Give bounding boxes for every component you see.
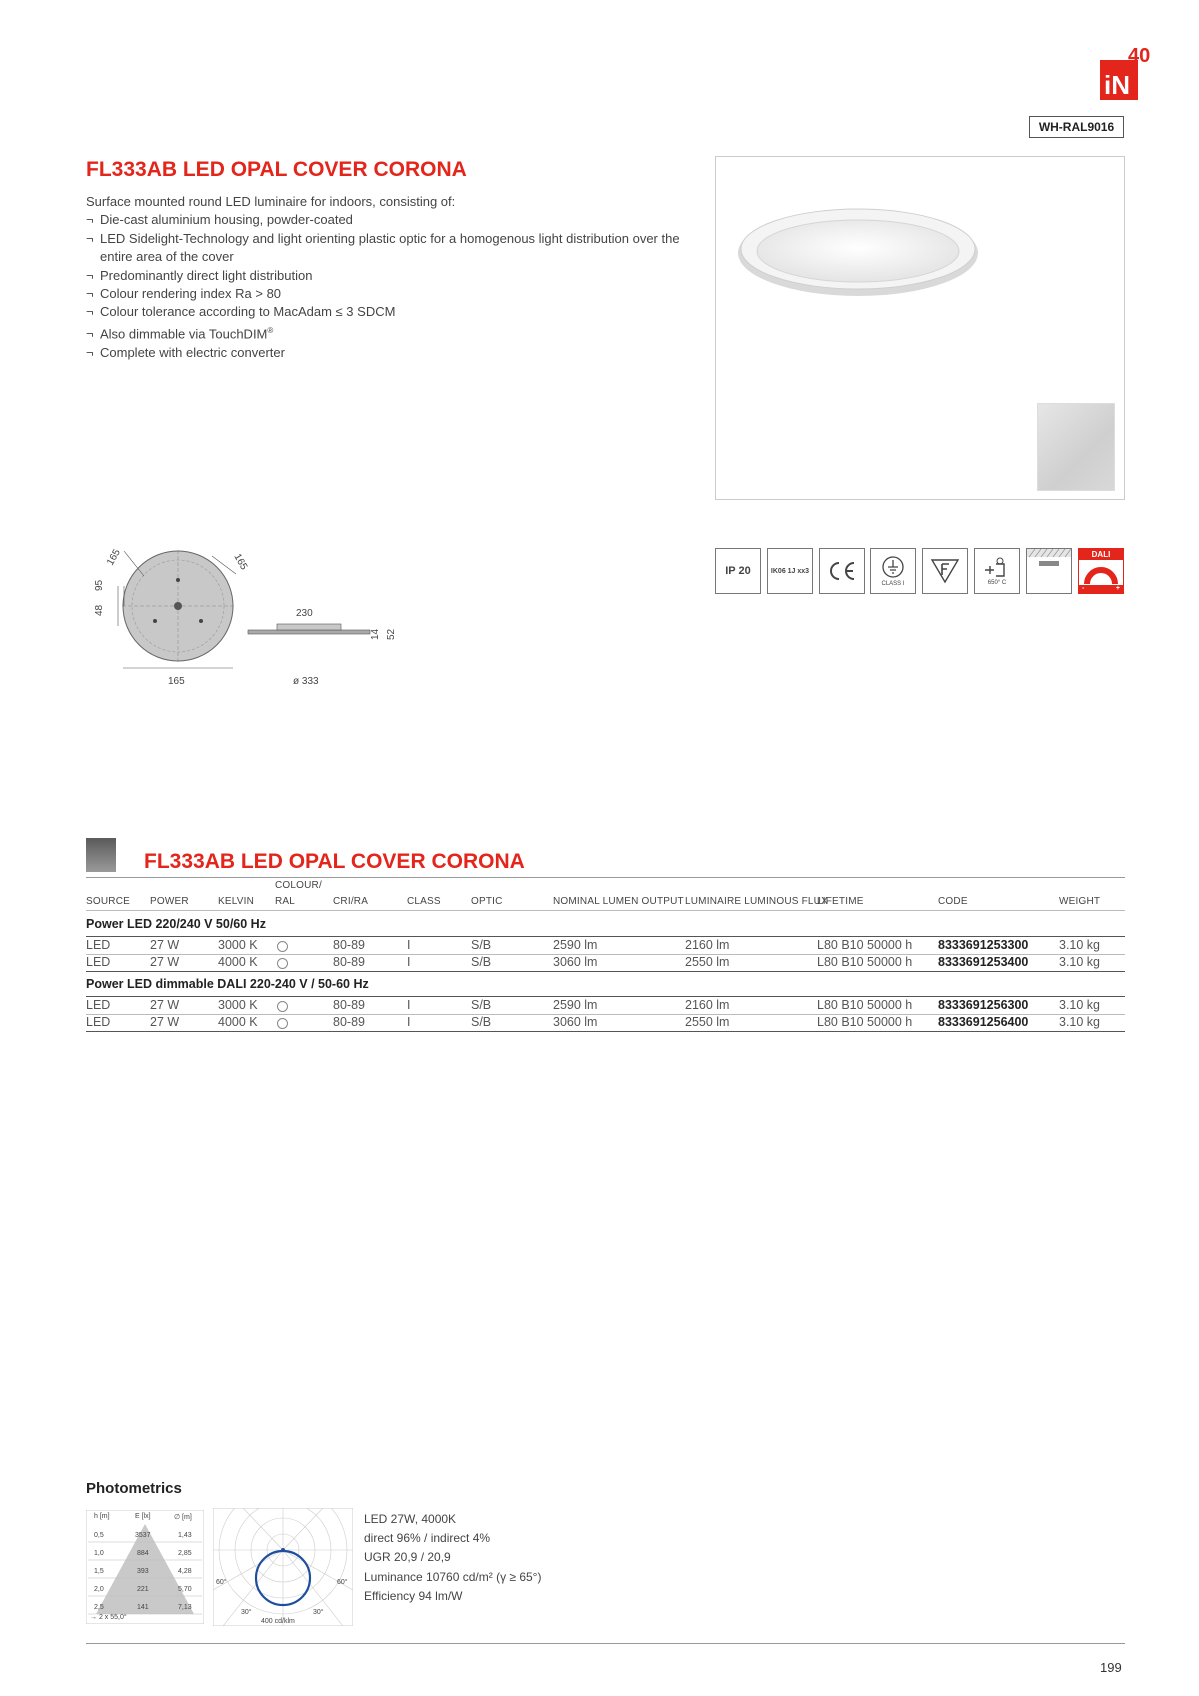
cell-cri: 80-89 (333, 1015, 365, 1029)
product-title: FL333AB LED OPAL COVER CORONA (86, 158, 467, 181)
ptable-cell: 7,13 (178, 1604, 192, 1611)
row-rule (86, 971, 1125, 972)
photometric-specs (364, 1510, 541, 1606)
cell-source: LED (86, 955, 111, 969)
table-row (0, 955, 1199, 971)
ptable-cell: 1,0 (94, 1550, 104, 1557)
finish-code-badge: WH-RAL9016 (1029, 116, 1124, 138)
cell-weight: 3.10 kg (1059, 938, 1101, 952)
ptable-cell: 141 (137, 1604, 149, 1611)
table-title-rule (86, 877, 1125, 878)
description-item: ¬ Predominantly direct light distribution (86, 267, 706, 285)
page-number: 199 (1100, 1660, 1122, 1675)
cell-nominal: 3060 lm (553, 1015, 598, 1029)
description-item: ¬ Colour tolerance according to MacAdam ≤ 3 SDCM (86, 303, 706, 321)
cell-source: LED (86, 938, 111, 952)
group-title: Power LED dimmable DALI 220-240 V / 50-60 Hz (86, 977, 369, 991)
cell-luminaire: 2160 lm (685, 998, 730, 1012)
cell-lifetime: L80 B10 50000 h (817, 1015, 913, 1029)
header-ral-top: COLOUR/ (275, 880, 322, 891)
cell-cri: 80-89 (333, 938, 365, 952)
ptable-cell: 2,0 (94, 1586, 104, 1593)
ptable-cell: 884 (137, 1550, 149, 1557)
description-item: ¬ LED Sidelight-Technology and light orienting plastic optic for a homogenous light distribution over the entire area of the cover (86, 230, 706, 267)
ik-rating-symbol: IK06 1J xx3 (767, 548, 813, 594)
cell-weight: 3.10 kg (1059, 1015, 1101, 1029)
ptable-header-h: h [m] (94, 1513, 110, 1520)
dim-95: 95 (94, 579, 105, 591)
header-power: POWER (150, 896, 189, 907)
ptable-cell: 0,5 (94, 1532, 104, 1539)
header-class: CLASS (407, 896, 441, 907)
dim-230: 230 (296, 608, 313, 619)
table-product-title: FL333AB LED OPAL COVER CORONA (144, 850, 525, 873)
cell-code: 8333691253300 (938, 938, 1029, 952)
cell-code: 8333691253400 (938, 955, 1029, 969)
ptable-cell: 221 (137, 1586, 149, 1593)
description-intro: Surface mounted round LED luminaire for indoors, consisting of: (86, 194, 456, 209)
polar-scale: 400 cd/klm (261, 1618, 295, 1625)
description-item: ¬ Colour rendering index Ra > 80 (86, 285, 706, 303)
header-weight: WEIGHT (1059, 896, 1101, 907)
cell-lifetime: L80 B10 50000 h (817, 998, 913, 1012)
header-optic: OPTIC (471, 896, 503, 907)
header-ral: RAL (275, 896, 296, 907)
group-title: Power LED 220/240 V 50/60 Hz (86, 917, 266, 931)
ptable-cell: 1,5 (94, 1568, 104, 1575)
cell-luminaire: 2550 lm (685, 1015, 730, 1029)
dim-165-left: 165 (105, 547, 123, 568)
polar-60-left: 60° (216, 1579, 227, 1586)
table-row (0, 938, 1199, 954)
photometrics-title: Photometrics (86, 1480, 182, 1497)
cell-lifetime: L80 B10 50000 h (817, 938, 913, 952)
cell-power: 27 W (150, 955, 180, 969)
row-rule (86, 936, 1125, 937)
spec-line: Luminance 10760 cd/m² (γ ≥ 65°) (364, 1569, 542, 1584)
ptable-header-e: E [lx] (135, 1513, 151, 1520)
cell-lifetime: L80 B10 50000 h (817, 955, 913, 969)
ip-rating-symbol: IP 20 (715, 548, 761, 594)
ce-mark-icon (819, 548, 865, 594)
cell-power: 27 W (150, 938, 180, 952)
surface-mount-icon (1026, 548, 1072, 594)
cell-class: I (407, 1015, 411, 1029)
cell-nominal: 2590 lm (553, 998, 598, 1012)
dim-48: 48 (94, 604, 105, 616)
technical-drawing (88, 536, 418, 692)
spec-line: Efficiency 94 lm/W (364, 1588, 463, 1603)
dim-14: 14 (370, 628, 381, 640)
row-rule (86, 1031, 1125, 1032)
ptable-cell: 393 (137, 1568, 149, 1575)
cell-weight: 3.10 kg (1059, 955, 1101, 969)
cell-source: LED (86, 998, 111, 1012)
header-source: SOURCE (86, 896, 130, 907)
cell-luminaire: 2550 lm (685, 955, 730, 969)
cell-power: 27 W (150, 998, 180, 1012)
product-thumbnail-icon (86, 838, 116, 872)
cell-cri: 80-89 (333, 955, 365, 969)
cell-luminaire: 2160 lm (685, 938, 730, 952)
header-kelvin: KELVIN (218, 896, 255, 907)
table-row (0, 998, 1199, 1014)
description-item: ¬ Die-cast aluminium housing, powder-coated (86, 211, 706, 229)
cell-optic: S/B (471, 938, 492, 952)
ptable-footer: → 2 x 55,0° (90, 1614, 127, 1621)
header-code: CODE (938, 896, 968, 907)
glow-wire-symbol: 650° C (974, 548, 1020, 594)
dim-165-right: 165 (231, 552, 250, 572)
dim-52: 52 (386, 628, 397, 640)
logo-superscript: 40 (1128, 45, 1151, 67)
cell-kelvin: 3000 K (218, 998, 258, 1012)
ptable-header-d: ∅ [m] (174, 1514, 192, 1521)
cell-code: 8333691256400 (938, 1015, 1029, 1029)
cell-power: 27 W (150, 1015, 180, 1029)
ptable-cell: 5,70 (178, 1586, 192, 1593)
footer-rule (86, 1643, 1125, 1644)
description-item: ¬ Also dimmable via TouchDIM® (86, 322, 706, 344)
protection-class-symbol: CLASS I (870, 548, 916, 594)
brand-logo (1096, 42, 1156, 102)
polar-30-left: 30° (241, 1609, 252, 1616)
logo-text: iN (1104, 70, 1130, 100)
cell-optic: S/B (471, 1015, 492, 1029)
dim-333: ø 333 (293, 676, 319, 687)
ral-colour-dot (277, 1018, 288, 1029)
header-cri: CRI/RA (333, 896, 369, 907)
polar-60-right: 60° (337, 1579, 348, 1586)
cell-code: 8333691256300 (938, 998, 1029, 1012)
dali-symbol: DALI - + (1078, 548, 1124, 594)
spec-line: direct 96% / indirect 4% (364, 1531, 491, 1546)
cell-nominal: 2590 lm (553, 938, 598, 952)
ptable-cell: 4,28 (178, 1568, 192, 1575)
table-row (0, 1015, 1199, 1031)
polar-30-right: 30° (313, 1609, 324, 1616)
f-mark-icon (922, 548, 968, 594)
cell-kelvin: 4000 K (218, 955, 258, 969)
ptable-cell: 3537 (135, 1532, 151, 1539)
ptable-cell: 2,85 (178, 1550, 192, 1557)
colour-swatch (1037, 403, 1115, 491)
cell-cri: 80-89 (333, 998, 365, 1012)
header-luminaire: LUMINAIRE LUMINOUS FLUX (685, 896, 828, 907)
cell-class: I (407, 998, 411, 1012)
header-rule (86, 910, 1125, 911)
ral-colour-dot (277, 1001, 288, 1012)
earth-icon (881, 555, 905, 579)
row-rule (86, 996, 1125, 997)
illuminance-table (86, 1510, 204, 1624)
glow-wire-icon (982, 556, 1012, 580)
cell-nominal: 3060 lm (553, 955, 598, 969)
ral-colour-dot (277, 958, 288, 969)
cell-class: I (407, 955, 411, 969)
cell-source: LED (86, 1015, 111, 1029)
spec-line: UGR 20,9 / 20,9 (364, 1550, 451, 1565)
cell-class: I (407, 938, 411, 952)
cell-optic: S/B (471, 998, 492, 1012)
product-description (86, 193, 706, 362)
spec-line: LED 27W, 4000K (364, 1512, 457, 1526)
polar-diagram (213, 1508, 353, 1626)
ptable-cell: 1,43 (178, 1532, 192, 1539)
cell-weight: 3.10 kg (1059, 998, 1101, 1012)
dim-165-bottom: 165 (168, 676, 185, 687)
cell-kelvin: 3000 K (218, 938, 258, 952)
header-lifetime: LIFETIME (817, 896, 864, 907)
cell-optic: S/B (471, 955, 492, 969)
description-item: ¬ Complete with electric converter (86, 344, 706, 362)
cell-kelvin: 4000 K (218, 1015, 258, 1029)
header-nominal: NOMINAL LUMEN OUTPUT (553, 896, 684, 907)
ptable-cell: 2,5 (94, 1604, 104, 1611)
ral-colour-dot (277, 941, 288, 952)
